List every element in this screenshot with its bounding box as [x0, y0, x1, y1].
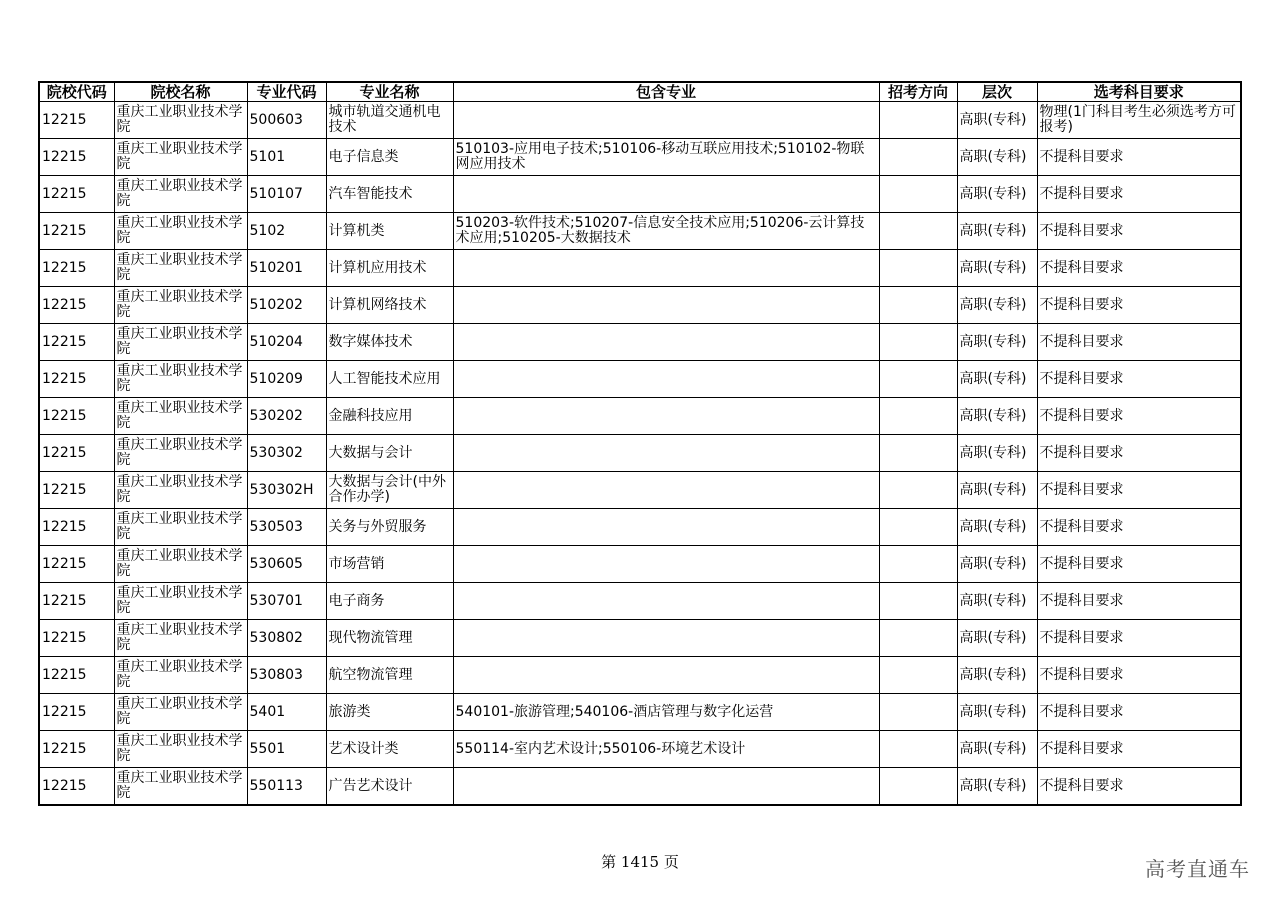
header-school-name: 院校名称: [114, 82, 247, 102]
cell-major-name: 大数据与会计(中外合作办学): [326, 472, 453, 509]
cell-subject-requirement: 不提科目要求: [1037, 694, 1241, 731]
cell-subject-requirement: 不提科目要求: [1037, 435, 1241, 472]
page-number: 第 1415 页: [601, 853, 679, 871]
cell-school-code: 12215: [39, 657, 114, 694]
cell-school-code: 12215: [39, 472, 114, 509]
cell-school-code: 12215: [39, 583, 114, 620]
cell-direction: [879, 694, 957, 731]
cell-subject-requirement: 不提科目要求: [1037, 139, 1241, 176]
cell-level: 高职(专科): [957, 176, 1037, 213]
cell-major-name: 人工智能技术应用: [326, 361, 453, 398]
cell-school-name: 重庆工业职业技术学院: [114, 287, 247, 324]
cell-major-code: 510209: [247, 361, 326, 398]
cell-school-name: 重庆工业职业技术学院: [114, 731, 247, 768]
cell-subject-requirement: 不提科目要求: [1037, 768, 1241, 806]
cell-included-majors: [453, 583, 879, 620]
cell-direction: [879, 620, 957, 657]
cell-subject-requirement: 不提科目要求: [1037, 250, 1241, 287]
cell-level: 高职(专科): [957, 694, 1037, 731]
cell-included-majors: [453, 287, 879, 324]
cell-subject-requirement: 不提科目要求: [1037, 509, 1241, 546]
cell-major-code: 510201: [247, 250, 326, 287]
cell-major-name: 现代物流管理: [326, 620, 453, 657]
cell-major-code: 510107: [247, 176, 326, 213]
cell-school-code: 12215: [39, 435, 114, 472]
cell-level: 高职(专科): [957, 546, 1037, 583]
cell-included-majors: [453, 435, 879, 472]
cell-included-majors: 540101-旅游管理;540106-酒店管理与数字化运营: [453, 694, 879, 731]
cell-major-code: 530605: [247, 546, 326, 583]
cell-direction: [879, 546, 957, 583]
cell-school-code: 12215: [39, 361, 114, 398]
cell-direction: [879, 731, 957, 768]
cell-level: 高职(专科): [957, 509, 1037, 546]
table-row: [39, 731, 1241, 768]
admissions-table: [38, 81, 1242, 806]
cell-major-code: 5401: [247, 694, 326, 731]
cell-direction: [879, 435, 957, 472]
cell-school-code: 12215: [39, 694, 114, 731]
cell-major-code: 500603: [247, 102, 326, 139]
table-row: [39, 213, 1241, 250]
cell-major-name: 城市轨道交通机电技术: [326, 102, 453, 139]
cell-major-code: 510202: [247, 287, 326, 324]
cell-major-name: 旅游类: [326, 694, 453, 731]
header-school-code: 院校代码: [39, 82, 114, 102]
cell-included-majors: [453, 620, 879, 657]
table-row: [39, 694, 1241, 731]
cell-school-name: 重庆工业职业技术学院: [114, 694, 247, 731]
cell-major-name: 大数据与会计: [326, 435, 453, 472]
cell-level: 高职(专科): [957, 250, 1037, 287]
cell-included-majors: [453, 768, 879, 806]
cell-school-name: 重庆工业职业技术学院: [114, 139, 247, 176]
cell-level: 高职(专科): [957, 287, 1037, 324]
table-row: [39, 324, 1241, 361]
cell-major-name: 电子信息类: [326, 139, 453, 176]
cell-school-code: 12215: [39, 768, 114, 806]
cell-school-code: 12215: [39, 213, 114, 250]
header-direction: 招考方向: [879, 82, 957, 102]
table-row: [39, 435, 1241, 472]
cell-level: 高职(专科): [957, 768, 1037, 806]
cell-level: 高职(专科): [957, 398, 1037, 435]
cell-major-name: 关务与外贸服务: [326, 509, 453, 546]
cell-major-code: 550113: [247, 768, 326, 806]
cell-level: 高职(专科): [957, 361, 1037, 398]
cell-major-name: 市场营销: [326, 546, 453, 583]
cell-school-name: 重庆工业职业技术学院: [114, 657, 247, 694]
header-level: 层次: [957, 82, 1037, 102]
cell-level: 高职(专科): [957, 472, 1037, 509]
cell-included-majors: 510103-应用电子技术;510106-移动互联应用技术;510102-物联网应用技术: [453, 139, 879, 176]
cell-school-name: 重庆工业职业技术学院: [114, 546, 247, 583]
cell-included-majors: [453, 361, 879, 398]
cell-included-majors: [453, 657, 879, 694]
cell-direction: [879, 139, 957, 176]
cell-subject-requirement: 不提科目要求: [1037, 472, 1241, 509]
cell-school-name: 重庆工业职业技术学院: [114, 472, 247, 509]
cell-subject-requirement: 不提科目要求: [1037, 213, 1241, 250]
cell-direction: [879, 324, 957, 361]
cell-direction: [879, 657, 957, 694]
cell-major-name: 汽车智能技术: [326, 176, 453, 213]
cell-direction: [879, 176, 957, 213]
cell-school-code: 12215: [39, 176, 114, 213]
cell-major-name: 数字媒体技术: [326, 324, 453, 361]
cell-school-code: 12215: [39, 139, 114, 176]
cell-level: 高职(专科): [957, 324, 1037, 361]
cell-subject-requirement: 不提科目要求: [1037, 546, 1241, 583]
cell-included-majors: [453, 546, 879, 583]
header-row: [39, 82, 1241, 102]
cell-major-code: 530701: [247, 583, 326, 620]
table-row: [39, 657, 1241, 694]
cell-school-code: 12215: [39, 398, 114, 435]
table-row: [39, 250, 1241, 287]
cell-major-code: 530803: [247, 657, 326, 694]
cell-school-code: 12215: [39, 250, 114, 287]
cell-school-name: 重庆工业职业技术学院: [114, 176, 247, 213]
cell-school-code: 12215: [39, 620, 114, 657]
cell-level: 高职(专科): [957, 731, 1037, 768]
table-row: [39, 546, 1241, 583]
cell-subject-requirement: 不提科目要求: [1037, 731, 1241, 768]
cell-level: 高职(专科): [957, 435, 1037, 472]
cell-school-name: 重庆工业职业技术学院: [114, 250, 247, 287]
cell-subject-requirement: 不提科目要求: [1037, 176, 1241, 213]
cell-level: 高职(专科): [957, 139, 1037, 176]
cell-direction: [879, 287, 957, 324]
cell-level: 高职(专科): [957, 620, 1037, 657]
cell-school-code: 12215: [39, 287, 114, 324]
cell-major-code: 5102: [247, 213, 326, 250]
cell-school-code: 12215: [39, 509, 114, 546]
cell-level: 高职(专科): [957, 657, 1037, 694]
cell-major-code: 530802: [247, 620, 326, 657]
cell-direction: [879, 398, 957, 435]
cell-school-name: 重庆工业职业技术学院: [114, 768, 247, 806]
cell-school-code: 12215: [39, 546, 114, 583]
cell-school-code: 12215: [39, 731, 114, 768]
cell-major-name: 电子商务: [326, 583, 453, 620]
table-row: [39, 509, 1241, 546]
cell-included-majors: [453, 176, 879, 213]
cell-major-name: 航空物流管理: [326, 657, 453, 694]
cell-major-code: 530503: [247, 509, 326, 546]
table-row: [39, 287, 1241, 324]
table-row: [39, 620, 1241, 657]
cell-direction: [879, 768, 957, 806]
cell-school-name: 重庆工业职业技术学院: [114, 398, 247, 435]
cell-school-name: 重庆工业职业技术学院: [114, 620, 247, 657]
cell-included-majors: [453, 250, 879, 287]
cell-major-code: 530302: [247, 435, 326, 472]
cell-subject-requirement: 不提科目要求: [1037, 324, 1241, 361]
cell-included-majors: [453, 324, 879, 361]
cell-subject-requirement: 不提科目要求: [1037, 398, 1241, 435]
cell-included-majors: [453, 398, 879, 435]
cell-school-code: 12215: [39, 324, 114, 361]
table-body: [39, 102, 1241, 806]
cell-subject-requirement: 不提科目要求: [1037, 287, 1241, 324]
cell-subject-requirement: 不提科目要求: [1037, 583, 1241, 620]
table-row: [39, 139, 1241, 176]
cell-major-name: 计算机类: [326, 213, 453, 250]
table-row: [39, 768, 1241, 806]
cell-level: 高职(专科): [957, 583, 1037, 620]
cell-major-code: 510204: [247, 324, 326, 361]
cell-school-name: 重庆工业职业技术学院: [114, 102, 247, 139]
cell-major-code: 5101: [247, 139, 326, 176]
cell-school-code: 12215: [39, 102, 114, 139]
table-row: [39, 398, 1241, 435]
cell-level: 高职(专科): [957, 213, 1037, 250]
cell-direction: [879, 250, 957, 287]
table-row: [39, 583, 1241, 620]
header-included-majors: 包含专业: [453, 82, 879, 102]
header-subject-requirement: 选考科目要求: [1037, 82, 1241, 102]
table-row: [39, 176, 1241, 213]
cell-direction: [879, 472, 957, 509]
cell-major-code: 530302H: [247, 472, 326, 509]
cell-school-name: 重庆工业职业技术学院: [114, 213, 247, 250]
watermark: 高考直通车: [1145, 857, 1250, 881]
cell-included-majors: [453, 102, 879, 139]
cell-major-code: 530202: [247, 398, 326, 435]
cell-level: 高职(专科): [957, 102, 1037, 139]
table-header: [39, 82, 1241, 102]
cell-major-name: 广告艺术设计: [326, 768, 453, 806]
table-row: [39, 472, 1241, 509]
cell-school-name: 重庆工业职业技术学院: [114, 509, 247, 546]
cell-included-majors: 550114-室内艺术设计;550106-环境艺术设计: [453, 731, 879, 768]
table-row: [39, 361, 1241, 398]
cell-major-code: 5501: [247, 731, 326, 768]
cell-direction: [879, 213, 957, 250]
cell-direction: [879, 509, 957, 546]
header-major-code: 专业代码: [247, 82, 326, 102]
cell-school-name: 重庆工业职业技术学院: [114, 361, 247, 398]
header-major-name: 专业名称: [326, 82, 453, 102]
cell-school-name: 重庆工业职业技术学院: [114, 583, 247, 620]
cell-included-majors: 510203-软件技术;510207-信息安全技术应用;510206-云计算技术应用;510205-大数据技术: [453, 213, 879, 250]
cell-included-majors: [453, 509, 879, 546]
cell-school-name: 重庆工业职业技术学院: [114, 324, 247, 361]
cell-direction: [879, 361, 957, 398]
cell-subject-requirement: 不提科目要求: [1037, 620, 1241, 657]
cell-school-name: 重庆工业职业技术学院: [114, 435, 247, 472]
table-row: [39, 102, 1241, 139]
admissions-table-container: [38, 81, 1242, 806]
cell-subject-requirement: 物理(1门科目考生必须选考方可报考): [1037, 102, 1241, 139]
cell-subject-requirement: 不提科目要求: [1037, 657, 1241, 694]
cell-major-name: 艺术设计类: [326, 731, 453, 768]
cell-direction: [879, 583, 957, 620]
cell-major-name: 金融科技应用: [326, 398, 453, 435]
cell-major-name: 计算机网络技术: [326, 287, 453, 324]
cell-subject-requirement: 不提科目要求: [1037, 361, 1241, 398]
cell-major-name: 计算机应用技术: [326, 250, 453, 287]
cell-included-majors: [453, 472, 879, 509]
cell-direction: [879, 102, 957, 139]
